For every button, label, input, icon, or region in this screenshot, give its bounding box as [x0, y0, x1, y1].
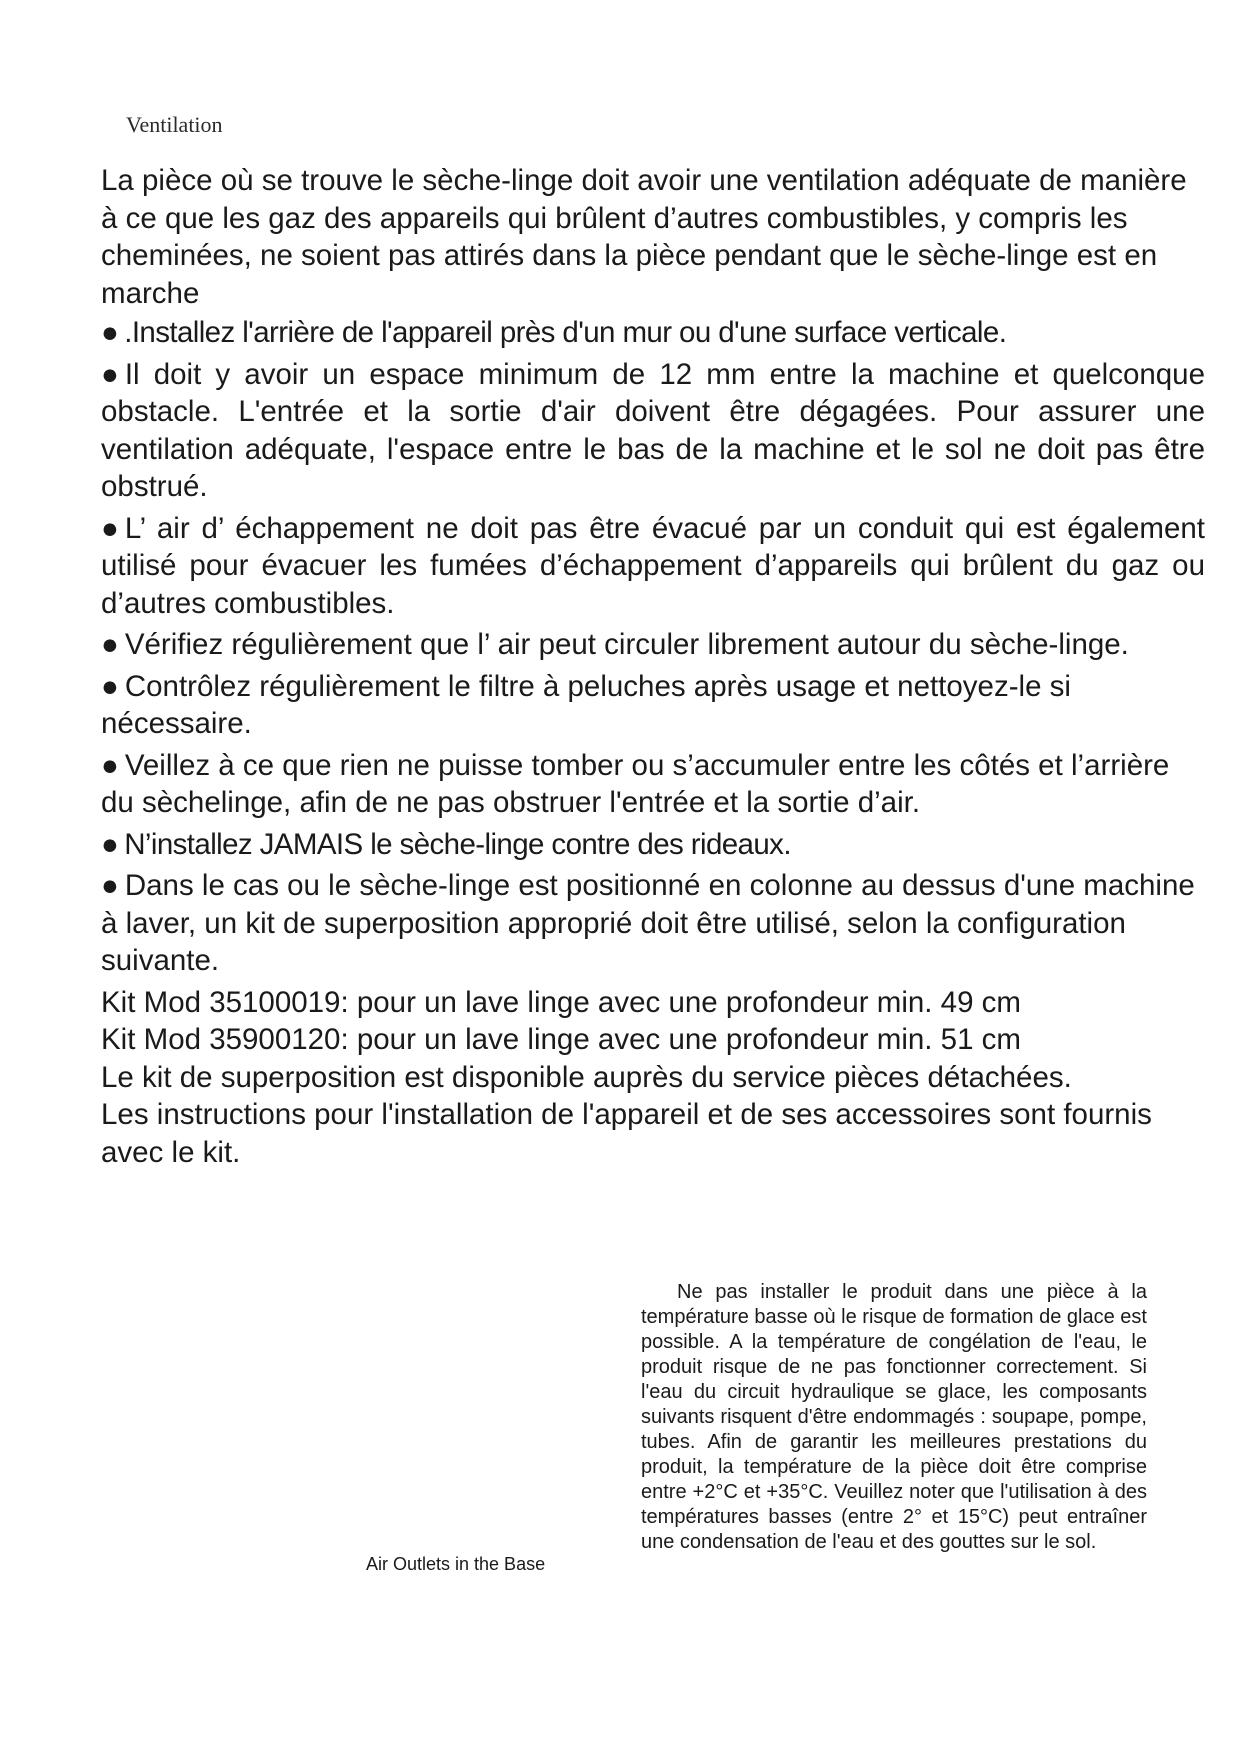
kit-availability: Le kit de superposition est disponible auprès du service pièces détachées.	[101, 1060, 1072, 1094]
frost-warning-note: Ne pas installer le produit dans une pièce à la température basse où le risque de formation de glace est possible. A la température de congélation de l'eau, le produit risque de ne pas fonctionner correctement. Si l'eau du circuit hydraulique se glace, les composants suivants risquent d'être endommagés : soupape, pompe, tubes. Afin de garantir les meilleures prestations du produit, la température de la pièce doit être comprise entre +2°C et +35°C. Veuillez noter que l'utilisation à des températures basses (entre 2° et 15°C) peut entraîner une condensation de l'eau et des gouttes sur le sol.	[641, 1281, 1147, 1553]
figure-caption: Air Outlets in the Base	[366, 1554, 546, 1574]
bullet-item-6	[101, 747, 1205, 822]
bullet-item-4	[101, 626, 1205, 664]
bullet-icon: ●	[101, 628, 119, 661]
bullet-item-3	[101, 510, 1205, 623]
bullet-item-2	[101, 356, 1205, 506]
bullet-text: Contrôlez régulièrement le filtre à peluches après usage et nettoyez-le si nécessaire.	[101, 669, 1071, 740]
bullet-text: Dans le cas ou le sèche-linge est positionné en colonne au dessus d'une machine à laver, un kit de superposition approprié doit être utilisé, selon la configuration suivante.	[101, 869, 1195, 977]
bullet-icon: ●	[101, 357, 119, 391]
bullet-text: L’ air d’ échappement ne doit pas être évacué par un conduit qui est également utilisé pour évacuer les fumées d’échappement d’appareils qui brûlent du gaz ou d’autres combustibles.	[101, 511, 1205, 620]
bullet-icon: ●	[101, 748, 119, 782]
intro-paragraph: La pièce où se trouve le sèche-linge doit avoir une ventilation adéquate de manière à ce que les gaz des appareils qui brûlent d’autres combustibles, y compris les cheminées, ne soient pas attirés dans la pièce pendant que le sèche-linge est en marche	[101, 164, 1187, 310]
bullet-text: N’installez JAMAIS le sèche-linge contre des rideaux.	[124, 827, 791, 861]
kit-line-2: Kit Mod 35900120: pour un lave linge avec une profondeur min. 51 cm	[101, 1023, 1022, 1056]
bullet-icon: ●	[101, 316, 119, 349]
kit-line-1: Kit Mod 35100019: pour un lave linge avec une profondeur min. 49 cm	[101, 985, 1022, 1019]
bullet-text: Vérifiez régulièrement que l’ air peut circuler librement autour du sèche-linge.	[124, 628, 1129, 661]
bullet-icon: ●	[101, 827, 119, 861]
section-heading: Ventilation	[126, 112, 223, 137]
bullet-text: Veillez à ce que rien ne puisse tomber ou s’accumuler entre les côtés et l’arrière du sèchelinge, afin de ne pas obstruer l'entrée et la sortie d’air.	[101, 748, 1170, 819]
bullet-icon: ●	[101, 869, 119, 902]
main-text	[101, 162, 1205, 1171]
bullet-text: .Installez l'arrière de l'appareil près d'un mur ou d'une surface verticale.	[124, 316, 1007, 349]
bullet-text: Il doit y avoir un espace minimum de 12 mm entre la machine et quelconque obstacle. L'entrée et la sortie d'air doivent être dégagées. Pour assurer une ventilation adéquate, l'espace entre le bas de la machine et le sol ne doit pas être obstrué.	[101, 357, 1205, 503]
bullet-item-1	[101, 314, 1205, 352]
kit-instructions: Les instructions pour l'installation de l'appareil et de ses accessoires sont fournis avec le kit.	[101, 1098, 1152, 1169]
bullet-item-7	[101, 826, 1205, 864]
bullet-item-5	[101, 668, 1205, 743]
bullet-item-8	[101, 867, 1205, 980]
bullet-icon: ●	[101, 669, 119, 703]
bullet-icon: ●	[101, 511, 119, 545]
